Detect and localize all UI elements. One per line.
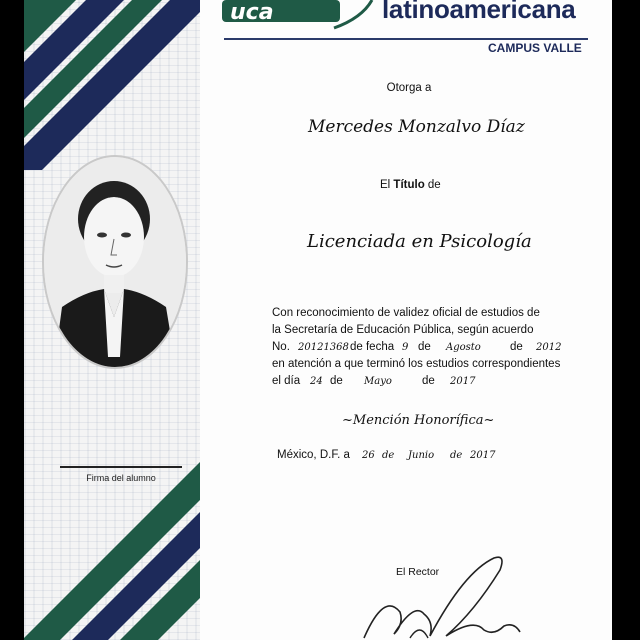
- portrait-image: [44, 157, 186, 367]
- agreement-month: Agosto: [446, 342, 481, 353]
- completion-de-2: de: [422, 375, 435, 387]
- institution-logo: [222, 0, 382, 34]
- agreement-de-2: de: [510, 341, 523, 353]
- header-rule: [224, 38, 588, 40]
- campus-label: CAMPUS VALLE: [488, 41, 582, 55]
- certificate-paper: [24, 0, 612, 640]
- student-signature-label: Firma del alumno: [86, 473, 156, 483]
- student-photo: [42, 155, 188, 369]
- title-word: Título: [393, 179, 425, 191]
- institution-name: latinoamericana: [382, 0, 576, 24]
- issue-day: 26: [362, 450, 375, 461]
- completion-day: 24: [310, 376, 323, 387]
- agreement-number: 20121368: [298, 342, 349, 353]
- issue-year: 2017: [470, 450, 496, 461]
- recognition-line-1: Con reconocimiento de validez oficial de estudios de: [272, 307, 540, 319]
- issue-place: México, D.F. a: [277, 449, 350, 461]
- completion-month: Mayo: [364, 376, 392, 387]
- student-signature-line: [60, 466, 182, 468]
- issue-de-1: de: [382, 450, 395, 461]
- completion-year: 2017: [450, 376, 476, 387]
- title-suffix: de: [424, 179, 441, 191]
- title-line: [380, 179, 441, 191]
- degree-name: Licenciada en Psicología: [307, 231, 532, 252]
- title-prefix: El: [380, 179, 394, 191]
- agreement-fecha-label: de fecha: [350, 341, 395, 353]
- completion-dia-label: el día: [272, 375, 301, 387]
- recognition-line-4: en atención a que terminó los estudios correspondientes: [272, 358, 561, 370]
- agreement-year: 2012: [536, 342, 562, 353]
- grants-text: Otorga a: [386, 82, 432, 94]
- issue-de-2: de: [450, 450, 463, 461]
- recognition-line-2: la Secretaría de Educación Pública, según acuerdo: [272, 324, 534, 336]
- left-decorative-panel: [24, 0, 200, 640]
- recipient-name: Mercedes Monzalvo Díaz: [308, 117, 525, 137]
- rector-label: El Rector: [396, 566, 440, 578]
- agreement-de-1: de: [418, 341, 431, 353]
- honor-mention: ~Mención Honorífica~: [342, 413, 495, 428]
- agreement-number-label: No.: [272, 341, 290, 353]
- rector-signature: [354, 552, 534, 640]
- issue-month: Junio: [408, 450, 435, 461]
- logo-text: uca: [230, 0, 274, 25]
- completion-de-1: de: [330, 375, 343, 387]
- agreement-day: 9: [402, 342, 409, 353]
